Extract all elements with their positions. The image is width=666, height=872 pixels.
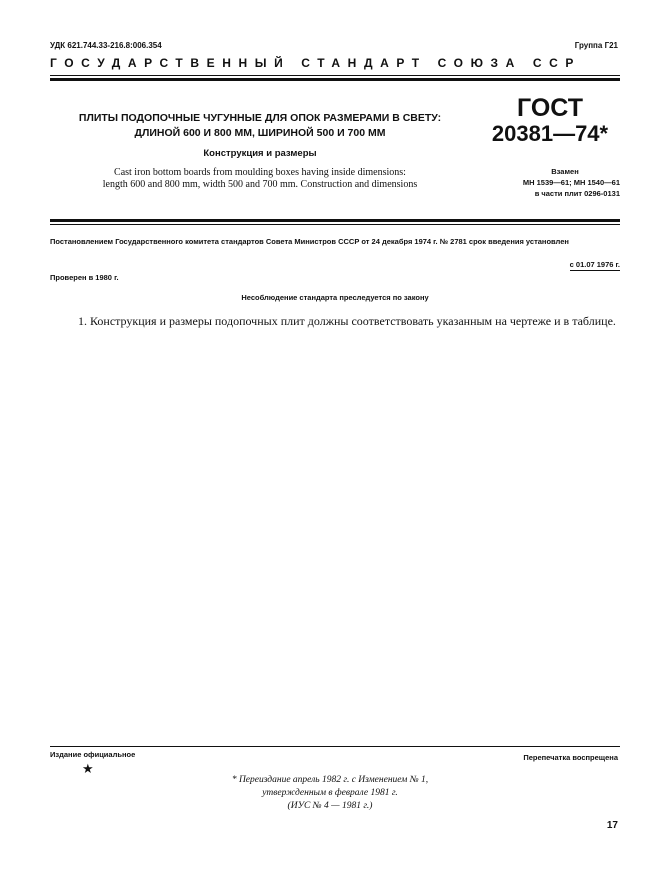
replaces-line2: в части плит 0296-0131 (534, 189, 620, 198)
title-russian (50, 111, 470, 141)
header-rule-thick (50, 78, 620, 81)
title-russian-line2: ДЛИНОЙ 600 И 800 ММ, ШИРИНОЙ 500 И 700 ММ (134, 127, 386, 139)
footer-rule (50, 746, 620, 747)
title-russian-line1: ПЛИТЫ ПОДОПОЧНЫЕ ЧУГУННЫЕ ДЛЯ ОПОК РАЗМЕРАМИ В СВЕТУ: (78, 112, 442, 124)
header-rule-thin (50, 75, 620, 76)
footnote-line3: (ИУС № 4 — 1981 г.) (287, 801, 373, 811)
replaces-block (480, 166, 620, 199)
standard-designation (480, 95, 620, 147)
standard-number: 20381—74* (491, 121, 609, 146)
reissue-footnote (200, 774, 460, 813)
title-english-line2: length 600 and 800 mm, width 500 and 700 mm. Construction and dimensions (102, 179, 418, 190)
official-edition: Издание официальное (50, 750, 136, 759)
decree-text: Постановлением Государственного комитета стандартов Совета Министров СССР от 24 декабря 1974 г. № 2781 срок введения установлен (50, 237, 569, 246)
page-number: 17 (606, 820, 618, 831)
footnote-line2: утвержденным в феврале 1981 г. (262, 788, 398, 798)
udk-code: УДК 621.744.33-216.8:006.354 (50, 41, 162, 50)
checked-year: Проверен в 1980 г. (50, 273, 119, 282)
effective-date: с 01.07 1976 г. (569, 260, 620, 269)
title-rule-thin (50, 224, 620, 225)
replaces-line1: МН 1539—61; МН 1540—61 (522, 178, 620, 187)
standard-label: ГОСТ (517, 94, 583, 122)
title-english-line1: Cast iron bottom boards from moulding boxes having inside dimensions: (114, 167, 406, 178)
star-icon: ★ (82, 761, 94, 776)
legal-notice: Несоблюдение стандарта преследуется по закону (241, 293, 429, 302)
reprint-prohibited: Перепечатка воспрещена (523, 753, 618, 762)
state-standard-banner: ГОСУДАРСТВЕННЫЙ СТАНДАРТ СОЮЗА ССР (50, 56, 581, 70)
group-code: Группа Г21 (574, 41, 618, 50)
title-russian-subtitle: Конструкция и размеры (203, 148, 317, 159)
title-english (50, 167, 470, 191)
title-rule-thick (50, 219, 620, 222)
replaces-label: Взамен (551, 167, 579, 176)
body-paragraph: 1. Конструкция и размеры подопочных плит должны соответствовать указанным на чертеже и в таблице. (78, 314, 616, 328)
footnote-line1: * Переиздание апрель 1982 г. с Изменением № 1, (231, 775, 429, 785)
